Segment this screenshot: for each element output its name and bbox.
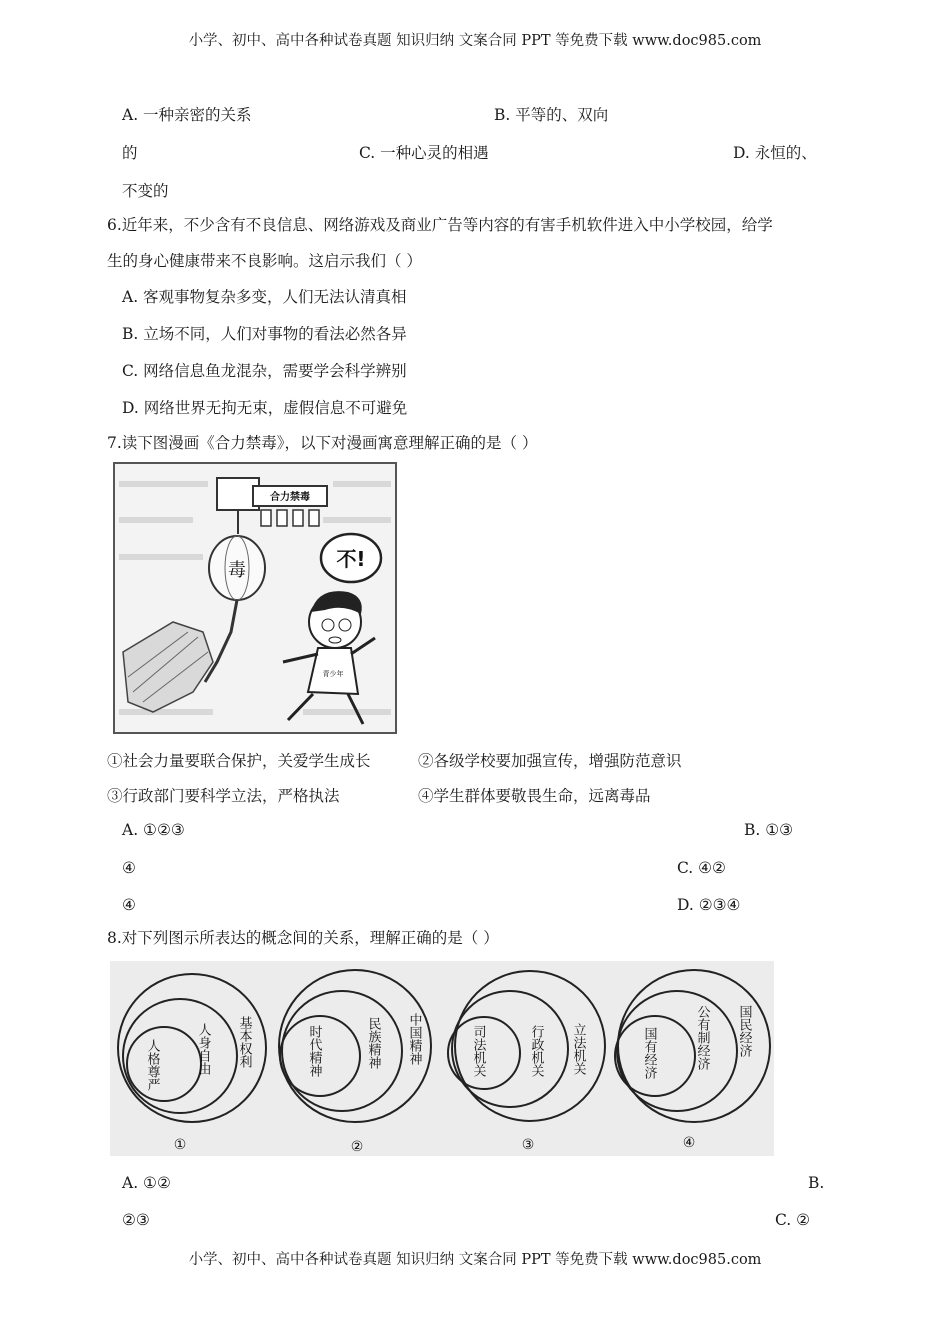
q7-option-d[interactable]: D. ②③④	[677, 896, 741, 914]
q6-option-a[interactable]: A. 客观事物复杂多变，人们无法认清真相	[122, 288, 407, 306]
q7-stem: 7.读下图漫画《合力禁毒》，以下对漫画寓意理解正确的是（ ）	[107, 434, 538, 452]
q7-statement-3: ③行政部门要科学立法，严格执法	[107, 787, 340, 805]
page-header: 小学、初中、高中各种试卷真题 知识归纳 文案合同 PPT 等免费下载 www.doc985.com	[188, 33, 762, 49]
q8-stem: 8.对下列图示所表达的概念间的关系，理解正确的是（ ）	[107, 929, 499, 947]
venn2-inner: 时代精神	[306, 1025, 322, 1077]
q7-statement-1: ①社会力量要联合保护，关爱学生成长	[107, 752, 371, 770]
q7-statement-2: ②各级学校要加强宣传，增强防范意识	[418, 752, 682, 770]
q5-option-d[interactable]: D. 永恒的、	[733, 144, 817, 162]
venn4-number: ④	[682, 1135, 696, 1151]
q7-option-a[interactable]: A. ①②③	[122, 821, 185, 839]
venn3-outer: 立法机关	[570, 1023, 586, 1075]
q8-option-c[interactable]: C. ②	[775, 1211, 811, 1229]
venn2-middle: 民族精神	[365, 1017, 381, 1069]
page-footer: 小学、初中、高中各种试卷真题 知识归纳 文案合同 PPT 等免费下载 www.doc985.com	[188, 1252, 762, 1268]
venn2-number: ②	[350, 1139, 364, 1155]
q6-option-d[interactable]: D. 网络世界无拘无束，虚假信息不可避免	[122, 399, 408, 417]
q5-option-c[interactable]: C. 一种心灵的相遇	[359, 144, 489, 162]
cartoon-lantern-text: 毒	[228, 560, 246, 581]
q5-option-b[interactable]: B. 平等的、双向	[494, 106, 609, 124]
venn3-inner: 司法机关	[470, 1025, 486, 1077]
q8-option-a[interactable]: A. ①②	[122, 1174, 171, 1192]
q6-option-b[interactable]: B. 立场不同，人们对事物的看法必然各异	[122, 325, 407, 343]
q7-cartoon-image	[113, 462, 397, 734]
cartoon-shirt-text: 青少年	[322, 670, 344, 678]
q5-option-d-continued: 不变的	[122, 182, 169, 200]
venn1-outer: 基本权利	[236, 1016, 252, 1068]
venn3-middle: 行政机关	[528, 1025, 544, 1077]
venn1-number: ①	[173, 1137, 187, 1153]
q7-option-b[interactable]: B. ①③	[744, 821, 794, 839]
q7-option-c[interactable]: C. ④②	[677, 859, 726, 877]
venn4-outer: 国民经济	[736, 1005, 752, 1057]
q7-statement-4: ④学生群体要敬畏生命，远离毒品	[418, 787, 651, 805]
q5-option-b-continued: 的	[122, 144, 138, 162]
cartoon-sign-text: 合力禁毒	[270, 492, 310, 503]
q6-option-c[interactable]: C. 网络信息鱼龙混杂，需要学会科学辨别	[122, 362, 407, 380]
q7-option-c-continued: ④	[122, 896, 136, 914]
venn2-outer: 中国精神	[406, 1013, 422, 1065]
q5-option-a[interactable]: A. 一种亲密的关系	[122, 106, 252, 124]
cartoon-bubble-text: 不!	[336, 547, 366, 571]
venn1-middle: 人身自由	[195, 1023, 211, 1075]
venn1-inner: 人格尊严	[144, 1039, 160, 1091]
q8-concept-diagram	[110, 961, 774, 1156]
venn4-inner: 国有经济	[641, 1027, 657, 1079]
q7-option-b-continued: ④	[122, 859, 136, 877]
venn4-middle: 公有制经济	[694, 1005, 710, 1070]
q8-option-b-continued: ②③	[122, 1211, 150, 1229]
q6-stem-line1: 6.近年来，不少含有不良信息、网络游戏及商业广告等内容的有害手机软件进入中小学校园，给学	[107, 216, 773, 234]
q8-option-b[interactable]: B.	[808, 1174, 825, 1192]
q6-stem-line2: 生的身心健康带来不良影响。这启示我们（ ）	[107, 252, 422, 270]
venn3-number: ③	[521, 1137, 535, 1153]
